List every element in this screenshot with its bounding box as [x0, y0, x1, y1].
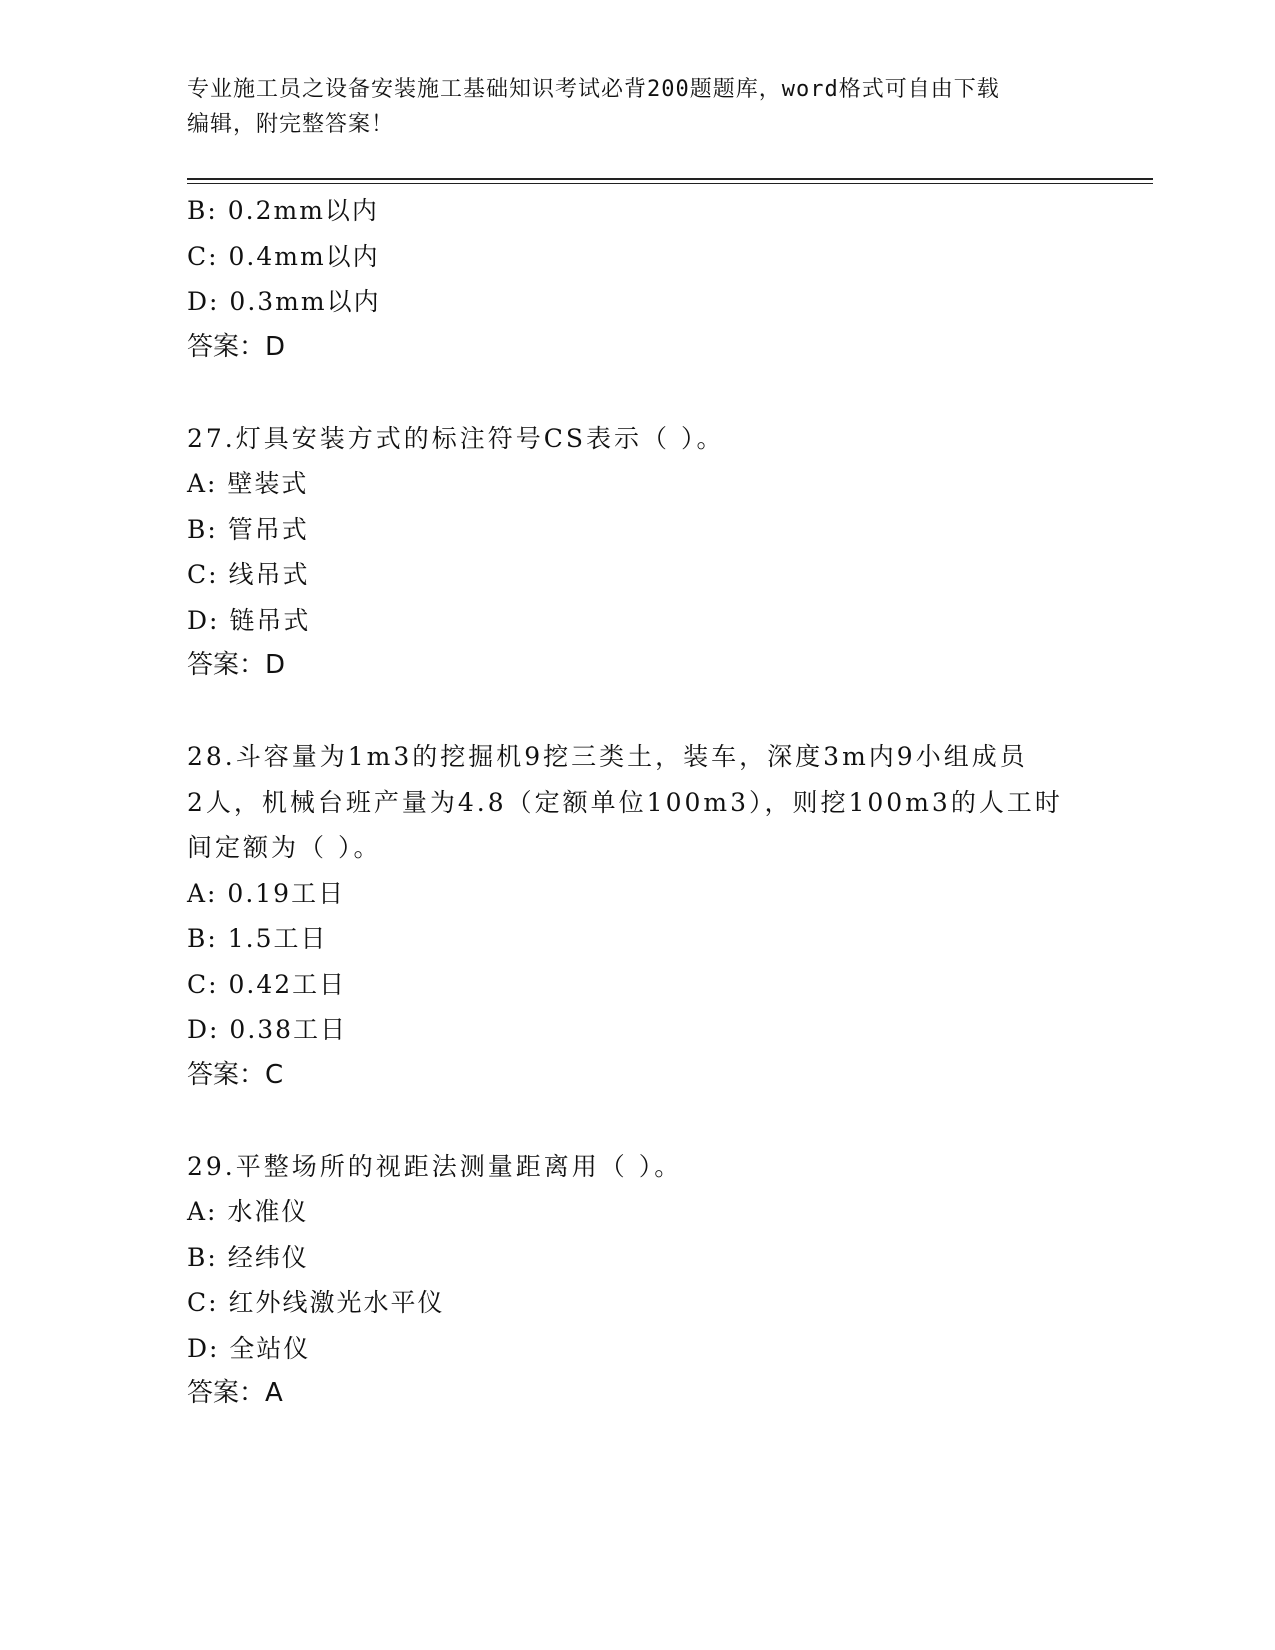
- question-27: [187, 416, 1087, 689]
- answer-line: 答案：D: [187, 650, 286, 680]
- option-b: B: 管吊式: [187, 514, 309, 544]
- option-b: B: 经纬仪: [187, 1242, 309, 1272]
- option-b: B: 0.2mm以内: [187, 196, 379, 225]
- header-title-line-1: 专业施工员之设备安装施工基础知识考试必背200题题库，word格式可自由下载: [187, 77, 1000, 102]
- question-gap: [187, 689, 1087, 735]
- header-title-line-2: 编辑，附完整答案！: [187, 112, 395, 137]
- header-divider-thick: [187, 178, 1153, 180]
- option-c: C: 0.42工日: [187, 969, 347, 999]
- option-a: A: 水准仪: [187, 1197, 309, 1226]
- document-header: [187, 72, 1087, 142]
- question-text-line-1: 28.斗容量为1m3的挖掘机9挖三类土，装车，深度3m内9小组成员: [187, 742, 1028, 771]
- question-gap: [187, 370, 1087, 416]
- option-d: D: 0.38工日: [187, 1015, 348, 1044]
- option-d: D: 0.3mm以内: [187, 287, 381, 316]
- option-d: D: 链吊式: [187, 605, 311, 635]
- question-26-continued: [187, 188, 1087, 370]
- answer-line: 答案：A: [187, 1378, 283, 1408]
- question-text-line-3: 间定额为（ ）。: [187, 833, 382, 862]
- option-a: A: 壁装式: [187, 469, 309, 498]
- option-a: A: 0.19工日: [187, 878, 346, 908]
- question-text: 27.灯具安装方式的标注符号CS表示（ ）。: [187, 423, 725, 453]
- question-29: [187, 1144, 1087, 1417]
- option-b: B: 1.5工日: [187, 924, 328, 953]
- answer-line: 答案：C: [187, 1059, 284, 1090]
- option-c: C: 线吊式: [187, 560, 310, 589]
- question-gap: [187, 1098, 1087, 1144]
- option-c: C: 0.4mm以内: [187, 241, 380, 271]
- question-list: [187, 188, 1087, 1417]
- option-c: C: 红外线激光水平仪: [187, 1288, 445, 1317]
- answer-line: 答案：D: [187, 331, 286, 362]
- option-d: D: 全站仪: [187, 1333, 311, 1363]
- header-divider-thin: [187, 183, 1153, 184]
- question-28: [187, 734, 1087, 1098]
- question-text-line-2: 2人，机械台班产量为4.8（定额单位100m3），则挖100m3的人工时: [187, 787, 1063, 817]
- question-text: 29.平整场所的视距法测量距离用（ ）。: [187, 1151, 683, 1181]
